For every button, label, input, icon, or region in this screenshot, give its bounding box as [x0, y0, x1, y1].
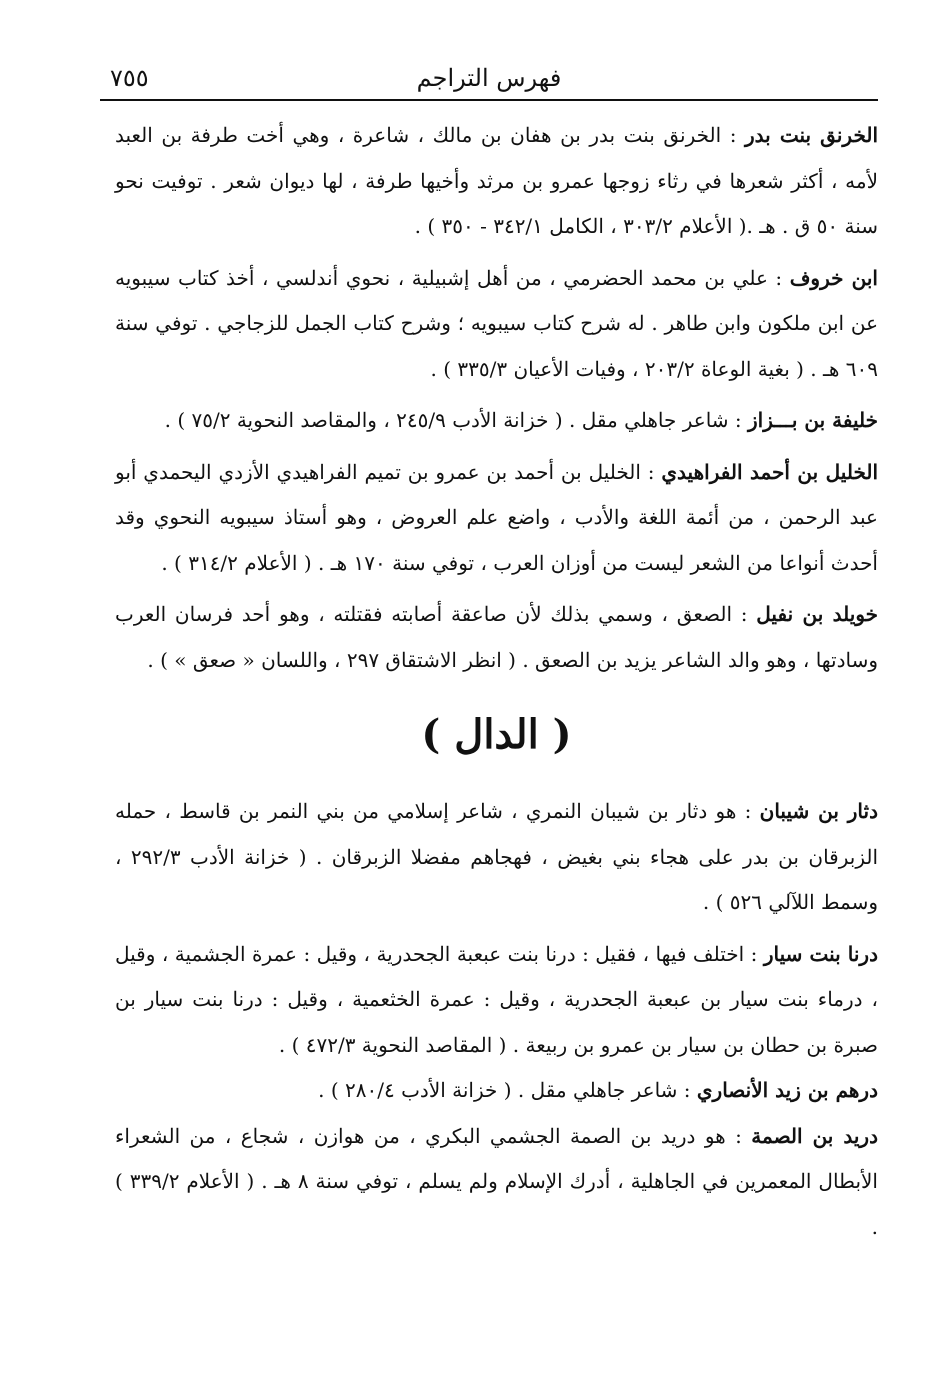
- entry-dirham: درهم بن زيد الأنصاري : شاعر جاهلي مقل . ( خزانة الأدب ٢٨٠/٤ ) .: [318, 1078, 878, 1102]
- entry-name: الخرنق بنت بدر: [744, 123, 879, 147]
- entry-name: درهم بن زيد الأنصاري: [696, 1078, 878, 1102]
- entry-durayd: دريد بن الصمة : هو دريد بن الصمة الجشمي البكري ، من هوازن ، شجاع ، من الشعراء الأبطال المعمرين في الجاهلية ، أدرك الإسلام ولم يسلم ، توفي سنة ٨ هـ . ( الأعلام ٣٣٩/٢ ) .: [115, 1123, 878, 1239]
- entry-al-khirniq: الخرنق بنت بدر : الخرنق بنت بدر بن هفان بن مالك ، شاعرة ، وهي أخت طرفة بن العبد لأمه ، أكثر شعرها في رثاء زوجها عمرو بن مرثد وأخيها طرفة ، لها ديوان شعر . توفيت نحو سنة ٥٠ ق . هـ .( الأعلام ٣٠٣/٢ ، الكامل ٣٤٢/١ - ٣٥٠ ) .: [115, 123, 879, 238]
- entry-durna: درنا بنت سيار : اختلف فيها ، فقيل : درنا بنت عبعبة الجحدرية ، وقيل : عمرة الجشمية ، وقيل ، درماء بنت سيار بن عبعبة الجحدرية ، وقيل : عمرة الخثعمية ، وقيل : درنا بنت سيار بن صبرة بن حطان بن سيار بن عمرو بن ربيعة . ( المقاصد النحوية ٤٧٢/٣ ) .: [115, 941, 878, 1057]
- page-body: [115, 113, 878, 1250]
- entry-text: اختلف فيها ، فقيل : درنا بنت عبعبة الجحدرية ، وقيل : عمرة الجشمية ، وقيل ، درماء بنت سيار بن عبعبة الجحدرية ، وقيل : عمرة الخثعمية ، وقيل : درنا بنت سيار بن صبرة بن حطان بن سيار بن عمرو بن ربيعة . ( المقاصد النحوية ٤٧٢/٣ ) .: [115, 941, 878, 1057]
- entry-text: هو دثار بن شيبان النمري ، شاعر إسلامي من بني النمر بن قاسط ، حمله الزبرقان بن بدر على هجاء بني بغيض ، فهجاهم مفضلا الزبرقان . ( خزانة الأدب ٢٩٢/٣ ، وسمط اللآلي ٥٢٦ ) .: [115, 799, 879, 914]
- entry-text: الخرنق بنت بدر بن هفان بن مالك ، شاعرة ، وهي أخت طرفة بن العبد لأمه ، أكثر شعرها في رثاء زوجها عمرو بن مرثد وأخيها طرفة ، لها ديوان شعر . توفيت نحو سنة ٥٠ ق . هـ .( الأعلام ٣٠٣/٢ ، الكامل ٣٤٢/١ - ٣٥٠ ) .: [115, 123, 878, 238]
- entry-name: الخليل بن أحمد الفراهيدي: [661, 459, 879, 484]
- entry-al-khalil: الخليل بن أحمد الفراهيدي : الخليل بن أحمد بن عمرو بن تميم الفراهيدي الأزدي اليحمدي أبو عبد الرحمن ، من أئمة اللغة والأدب ، واضع علم العروض ، وهو أستاذ سيبويه النحوي وقد أحدث أنواعا من الشعر ليست من أوزان العرب ، توفي سنة ١٧٠ هـ . ( الأعلام ٣١٤/٢ ) .: [115, 459, 879, 575]
- entry-text: علي بن محمد الحضرمي ، من أهل إشبيلية ، نحوي أندلسي ، أخذ كتاب سيبويه عن ابن ملكون وابن طاهر . له شرح كتاب سيبويه ؛ وشرح كتاب الجمل للزجاجي . توفي سنة ٦٠٩ هـ . ( بغية الوعاة ٢٠٣/٢ ، وفيات الأعيان ٣٣٥/٣ ) .: [115, 265, 878, 381]
- entry-name: خويلد بن نفيل: [756, 602, 879, 626]
- entry-khalifa-bin-bazzaz: خليفة بن بـــزاز : شاعر جاهلي مقل . ( خزانة الأدب ٢٤٥/٩ ، والمقاصد النحوية ٧٥/٢ ) .: [164, 408, 878, 432]
- running-title: فهرس التراجم: [416, 64, 562, 92]
- header-rule: [100, 99, 878, 101]
- entry-text: الصعق ، وسمي بذلك لأن صاعقة أصابته فقتلته ، وهو أحد فرسان العرب وسادتها ، وهو والد الشاعر يزيد بن الصعق . ( انظر الاشتقاق ٢٩٧ ، واللسان « صعق » ) .: [115, 602, 878, 672]
- entry-text: شاعر جاهلي مقل . ( خزانة الأدب ٢٨٠/٤ ) .: [318, 1078, 678, 1102]
- entry-name: درنا بنت سيار: [763, 941, 878, 966]
- entry-name: خليفة بن بـــزاز: [748, 408, 878, 432]
- entry-name: ابن خروف: [789, 265, 878, 290]
- entry-dithar: دثار بن شيبان : هو دثار بن شيبان النمري ، شاعر إسلامي من بني النمر بن قاسط ، حمله الزبرقان بن بدر على هجاء بني بغيض ، فهجاهم مفضلا الزبرقان . ( خزانة الأدب ٢٩٢/٣ ، وسمط اللآلي ٥٢٦ ) .: [115, 799, 879, 914]
- page-header: [100, 62, 878, 98]
- entry-khuwaylid: خويلد بن نفيل : الصعق ، وسمي بذلك لأن صاعقة أصابته فقتلته ، وهو أحد فرسان العرب وسادتها ، وهو والد الشاعر يزيد بن الصعق . ( انظر الاشتقاق ٢٩٧ ، واللسان « صعق » ) .: [115, 602, 879, 672]
- entry-text: الخليل بن أحمد بن عمرو بن تميم الفراهيدي الأزدي اليحمدي أبو عبد الرحمن ، من أئمة اللغة والأدب ، واضع علم العروض ، وهو أستاذ سيبويه النحوي وقد أحدث أنواعا من الشعر ليست من أوزان العرب ، توفي سنة ١٧٠ هـ . ( الأعلام ٣١٤/٢ ) .: [115, 459, 878, 575]
- entry-text: هو دريد بن الصمة الجشمي البكري ، من هوازن ، شجاع ، من الشعراء الأبطال المعمرين في الجاهلية ، أدرك الإسلام ولم يسلم ، توفي سنة ٨ هـ . ( الأعلام ٣٣٩/٢ ) .: [115, 1123, 878, 1239]
- page-number: ٧٥٥: [110, 64, 149, 92]
- section-title: ( الدال ): [421, 711, 572, 758]
- entry-ibn-kharuf: ابن خروف : علي بن محمد الحضرمي ، من أهل إشبيلية ، نحوي أندلسي ، أخذ كتاب سيبويه عن ابن ملكون وابن طاهر . له شرح كتاب سيبويه ؛ وشرح كتاب الجمل للزجاجي . توفي سنة ٦٠٩ هـ . ( بغية الوعاة ٢٠٣/٢ ، وفيات الأعيان ٣٣٥/٣ ) .: [115, 265, 878, 381]
- entry-name: دريد بن الصمة: [751, 1123, 878, 1148]
- entry-text: شاعر جاهلي مقل . ( خزانة الأدب ٢٤٥/٩ ، والمقاصد النحوية ٧٥/٢ ) .: [164, 408, 729, 432]
- entry-name: دثار بن شيبان: [759, 799, 878, 823]
